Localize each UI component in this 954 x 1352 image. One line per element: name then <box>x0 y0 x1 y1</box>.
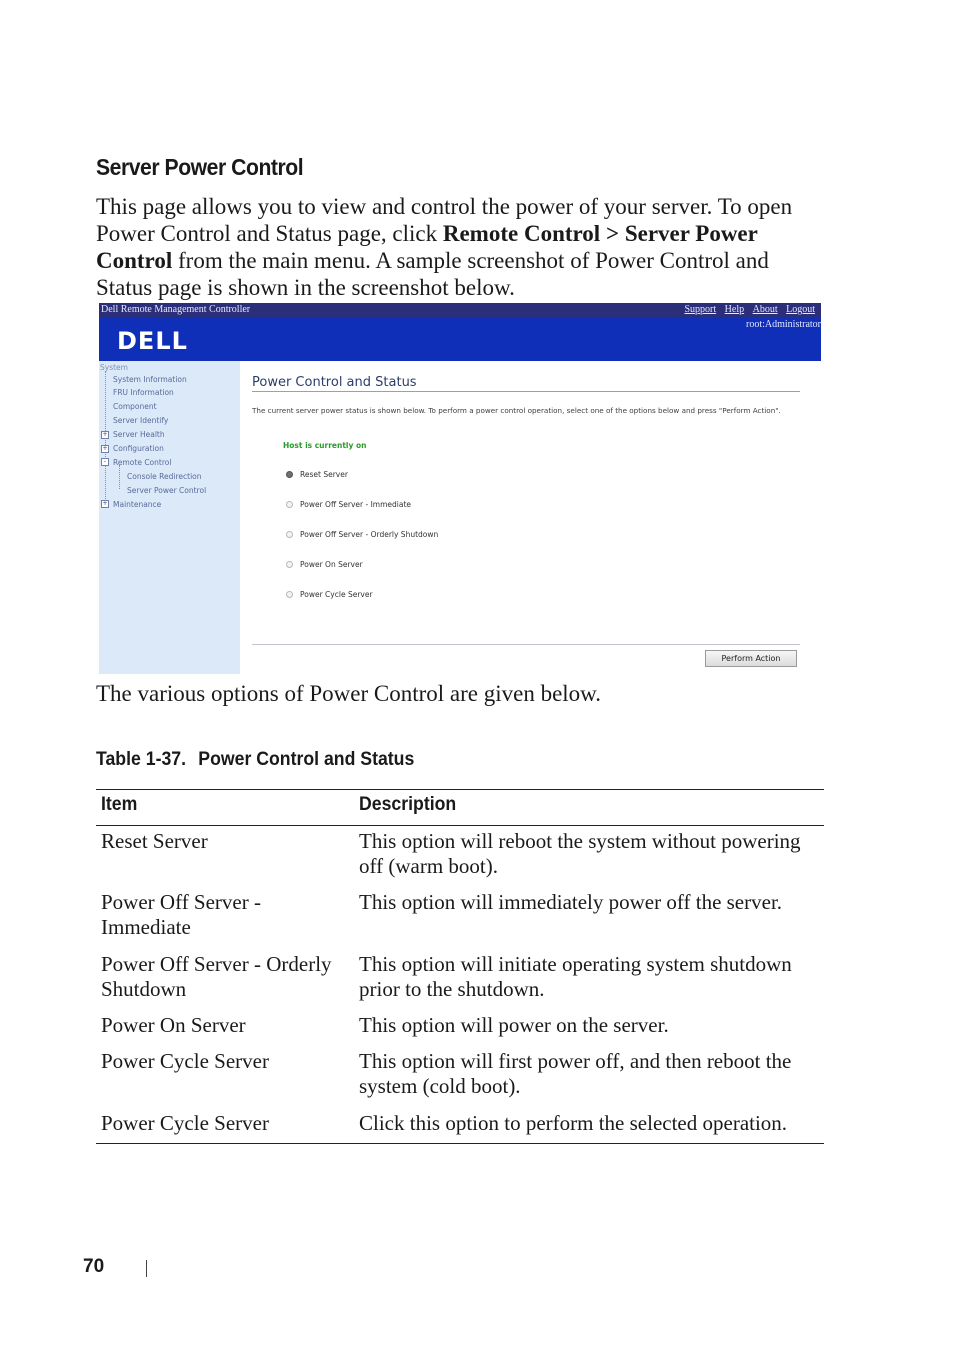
tree-item-server-health[interactable]: Server Health <box>113 430 165 439</box>
page-number: 70 <box>83 1256 105 1277</box>
row-item: Power Off Server - Immediate <box>101 890 261 939</box>
table-caption <box>96 749 414 771</box>
option-label: Power Cycle Server <box>300 590 373 599</box>
title-divider <box>252 391 800 392</box>
radio-icon[interactable] <box>286 561 293 568</box>
option-label: Reset Server <box>300 470 348 479</box>
expand-icon[interactable]: + <box>102 431 108 438</box>
option-power-off-immediate[interactable] <box>286 500 411 509</box>
row-description: Click this option to perform the selected operation. <box>359 1111 788 1135</box>
screenshot-topbar <box>99 303 821 317</box>
page-number-divider <box>146 1260 147 1277</box>
about-link[interactable]: About <box>752 304 778 315</box>
intro-text-2: from the main menu. A sample screenshot of Power Control and Status page is shown in the screenshot below. <box>96 248 769 300</box>
table-top-rule <box>96 789 824 790</box>
row-item: Power On Server <box>101 1013 246 1037</box>
dell-logo: DELL <box>117 327 188 355</box>
power-control-panel <box>240 361 821 674</box>
collapse-icon[interactable]: - <box>101 458 109 466</box>
expand-icon[interactable]: + <box>102 445 108 452</box>
tree-item-remote-control[interactable]: Remote Control <box>113 458 172 467</box>
intro-bold-remote-control: Remote Control <box>442 221 601 246</box>
row-item: Power Off Server - Orderly Shutdown <box>101 952 332 1001</box>
radio-icon[interactable] <box>286 501 293 508</box>
radio-selected-icon[interactable] <box>286 471 293 478</box>
row-description: This option will reboot the system without powering off (warm boot). <box>359 829 801 878</box>
header-rule <box>96 825 824 826</box>
perform-action-button[interactable]: Perform Action <box>705 650 797 667</box>
intro-separator: > <box>600 221 625 246</box>
nav-tree <box>99 361 240 674</box>
intro-bold-server-power-control: Server Power Control <box>96 221 758 273</box>
tree-item-server-power-control[interactable]: Server Power Control <box>127 486 207 495</box>
tree-connector-sub <box>119 465 121 489</box>
current-user: root:Administrator <box>746 319 821 330</box>
row-description: This option will initiate operating system shutdown prior to the shutdown. <box>359 952 792 1001</box>
panel-title: Power Control and Status <box>252 375 417 390</box>
screenshot-header <box>99 317 821 361</box>
row-description: This option will power on the server. <box>359 1013 669 1037</box>
intro-paragraph <box>96 193 816 301</box>
table-bottom-rule <box>96 1143 824 1144</box>
option-label: Power On Server <box>300 560 363 569</box>
option-label: Power Off Server - Immediate <box>300 500 412 509</box>
intro-text-1: This page allows you to view and control the power of your server. To open Power Control and Status page, click <box>96 194 793 246</box>
action-divider <box>252 644 800 645</box>
tree-item-server-identify[interactable]: Server Identify <box>113 416 169 425</box>
tree-item-fru-information[interactable]: FRU Information <box>113 388 174 397</box>
top-links <box>678 303 815 317</box>
header-description: Description <box>359 794 457 815</box>
header-item: Item <box>101 794 138 815</box>
option-power-cycle[interactable] <box>286 590 373 599</box>
options-intro: The various options of Power Control are given below. <box>96 681 602 706</box>
tree-item-console-redirection[interactable]: Console Redirection <box>127 472 202 481</box>
tree-item-component[interactable]: Component <box>113 402 157 411</box>
option-reset-server[interactable] <box>286 470 348 479</box>
help-link[interactable]: Help <box>724 304 745 315</box>
radio-icon[interactable] <box>286 531 293 538</box>
app-title: Dell Remote Management Controller <box>101 304 251 315</box>
logout-link[interactable]: Logout <box>786 304 815 315</box>
tree-item-system-information[interactable]: System Information <box>113 375 187 384</box>
power-control-screenshot <box>99 303 821 674</box>
panel-description: The current server power status is shown below. To perform a power control operation, select one of the options below and press "Perform Action". <box>252 406 781 415</box>
row-item: Power Cycle Server <box>101 1111 269 1135</box>
support-link[interactable]: Support <box>684 304 717 315</box>
option-power-off-orderly[interactable] <box>286 530 438 539</box>
row-item: Power Cycle Server <box>101 1049 269 1073</box>
row-item: Reset Server <box>101 829 208 853</box>
option-power-on[interactable] <box>286 560 363 569</box>
table-number: Table 1-37. <box>96 749 187 770</box>
row-description: This option will first power off, and then reboot the system (cold boot). <box>359 1049 792 1098</box>
host-status: Host is currently on <box>283 441 367 450</box>
tree-item-configuration[interactable]: Configuration <box>113 444 164 453</box>
radio-icon[interactable] <box>286 591 293 598</box>
section-title: Server Power Control <box>96 154 304 180</box>
option-label: Power Off Server - Orderly Shutdown <box>300 530 439 539</box>
row-description: This option will immediately power off the server. <box>359 890 783 914</box>
tree-root-system[interactable]: System <box>100 363 128 372</box>
expand-icon[interactable]: + <box>102 500 108 507</box>
table-title: Power Control and Status <box>198 749 415 770</box>
tree-item-maintenance[interactable]: Maintenance <box>113 500 162 509</box>
